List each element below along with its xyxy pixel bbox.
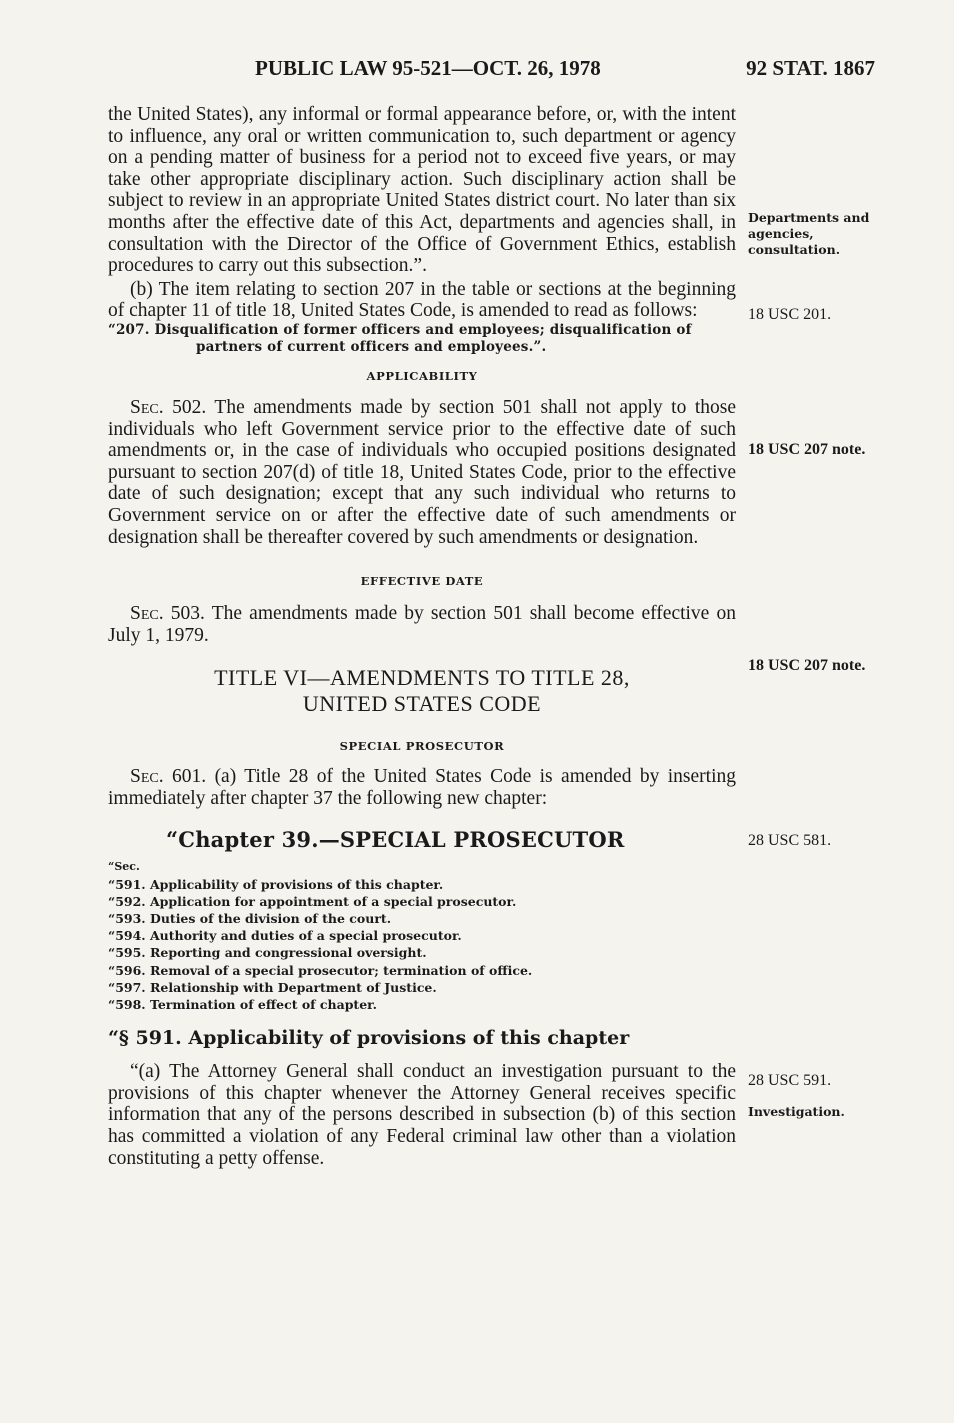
header-law-citation: PUBLIC LAW 95-521—OCT. 26, 1978 [255, 56, 601, 80]
margin-note-28-usc-581: 28 USC 581. [748, 832, 832, 849]
toc-item: “591. Applicability of provisions of this chapter. [108, 876, 444, 892]
paragraph-sec-601 [108, 766, 736, 809]
margin-note-28-usc-591: 28 USC 591. [748, 1072, 832, 1089]
heading-special-prosecutor: SPECIAL PROSECUTOR [339, 739, 505, 754]
margin-note-departments: Departments and agencies, consultation. [748, 210, 870, 257]
toc-item: “595. Reporting and congressional oversight. [108, 945, 427, 961]
sec-503-label: Sec. [130, 603, 164, 625]
margin-note-investigation: Investigation. [748, 1104, 845, 1119]
heading-effective-date: EFFECTIVE DATE [360, 574, 484, 589]
toc-item: “597. Relationship with Department of Justice. [108, 979, 437, 995]
quoted-item-207-line2: partners of current officers and employees.”. [196, 338, 547, 355]
margin-note-18-usc-207-note-a: 18 USC 207 note. [748, 441, 866, 458]
toc-item: “592. Application for appointment of a special prosecutor. [108, 893, 517, 909]
chapter-table-of-sections [108, 858, 736, 1013]
toc-item: “596. Removal of a special prosecutor; termination of office. [108, 962, 533, 978]
paragraph-sec-502 [108, 397, 736, 548]
sec-502-label: Sec. [130, 396, 164, 418]
sec-503-text: 503. The amendments made by section 501 shall become effective on July 1, 1979. [108, 603, 736, 646]
section-591-heading: “§ 591. Applicability of provisions of this chapter [108, 1027, 630, 1050]
toc-item: “594. Authority and duties of a special prosecutor. [108, 928, 462, 944]
margin-note-18-usc-201: 18 USC 201. [748, 306, 832, 323]
paragraph-591-a: “(a) The Attorney General shall conduct an investigation pursuant to the provisions of this chapter whenever the Attorney General receives specific information that any of the persons described in subsection (b) of this section has committed a violation of any Federal criminal law other than a violation constituting a petty offense. [108, 1061, 736, 1169]
toc-item: “593. Duties of the division of the court. [108, 911, 392, 927]
main-text-column [108, 104, 736, 1169]
toc-item: “598. Termination of effect of chapter. [108, 997, 377, 1013]
chapter-39-title: “Chapter 39.—SPECIAL PROSECUTOR [166, 827, 625, 853]
title-vi-heading [108, 665, 736, 717]
paragraph-disciplinary-action: the United States), any informal or formal appearance before, or, with the intent to influence, any oral or written communication to, such department or agency on a pending matter of business for a period not to exceed five years, or may take other appropriate disciplinary action. Such disciplinary action shall be subject to review in an appropriate United States district court. No later than six months after the effective date of this Act, departments and agencies shall, in consultation with the Director of the Office of Government Ethics, establish procedures to carry out this subsection.”. [108, 104, 736, 277]
quoted-table-item-207 [108, 322, 736, 356]
title-vi-line2: UNITED STATES CODE [302, 691, 542, 717]
quoted-item-207-line1: “207. Disqualification of former officers and employees; disqualification of [108, 321, 692, 338]
sec-502-text: 502. The amendments made by section 501 shall not apply to those individuals who left Government service prior to the effective date of such amendments or, in the case of individuals who occupied positions designated pursuant to section 207(d) of title 18, United States Code, prior to the effective date of such designation; except that any such individual who returns to Government service on or after the effective date of such amendments or designation shall be thereafter covered by such amendments or designation. [108, 396, 736, 548]
paragraph-item-207: (b) The item relating to section 207 in the table or sections at the beginning of chapter 11 of title 18, United States Code, is amended to read as follows: [108, 278, 736, 322]
sec-601-label: Sec. [130, 766, 164, 788]
heading-applicability: APPLICABILITY [366, 368, 478, 383]
paragraph-sec-503 [108, 603, 736, 646]
page-header [255, 56, 875, 86]
sec-601-text: 601. (a) Title 28 of the United States Code is amended by inserting immediately after chapter 37 the following new chapter: [108, 766, 736, 809]
margin-note-18-usc-207-note-b: 18 USC 207 note. [748, 657, 866, 674]
title-vi-line1: TITLE VI—AMENDMENTS TO TITLE 28, [214, 665, 630, 691]
header-statute-page: 92 STAT. 1867 [746, 56, 875, 80]
toc-sec-label: “Sec. [108, 860, 140, 874]
